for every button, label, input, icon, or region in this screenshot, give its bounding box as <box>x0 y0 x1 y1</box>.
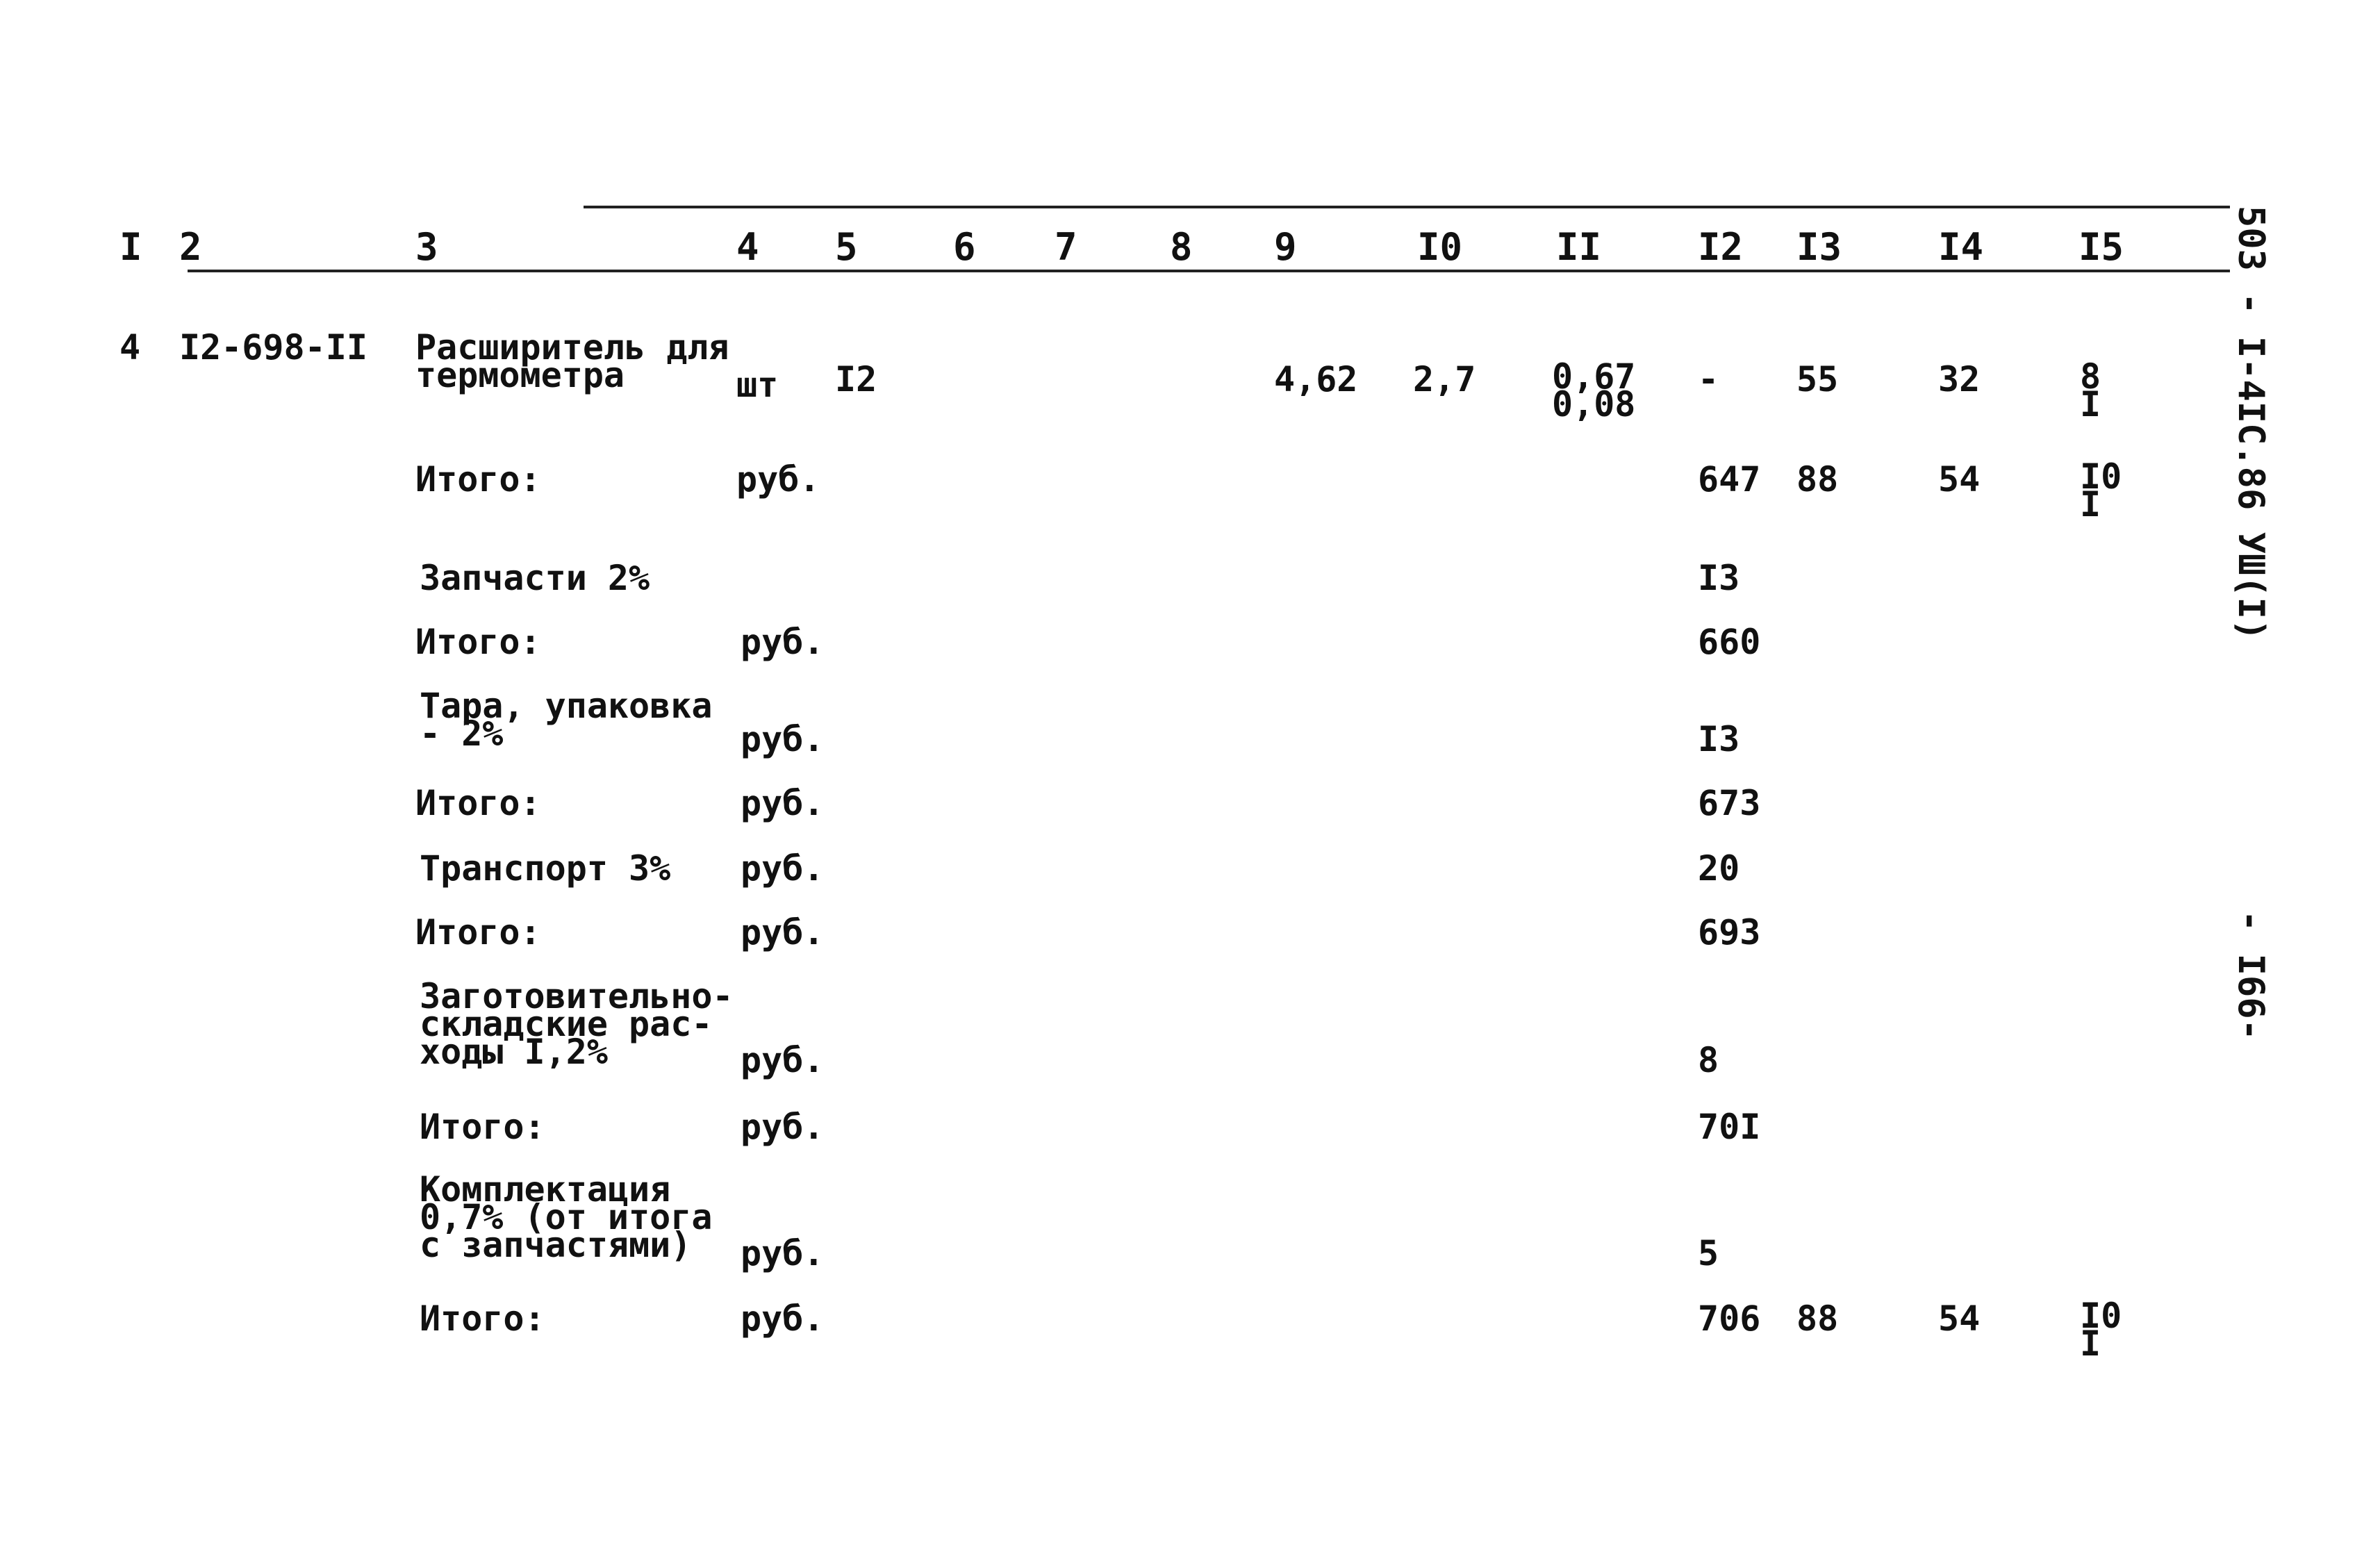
item-col-14: 32 <box>1938 359 1981 399</box>
row-label: Итого: <box>415 783 541 823</box>
header-top-rule <box>584 206 2230 208</box>
row-col-12: 20 <box>1698 848 1740 889</box>
row-unit: руб. <box>741 622 825 662</box>
col-header-11: II <box>1556 225 1602 269</box>
col-header-15: I5 <box>2079 225 2124 269</box>
row-unit: руб. <box>741 1040 825 1080</box>
row-label: Итого: <box>415 622 541 662</box>
col-header-3: 3 <box>415 225 438 269</box>
header-bottom-rule <box>188 270 2230 272</box>
item-qty: I2 <box>835 359 877 399</box>
row-unit: руб. <box>741 848 825 889</box>
item-col-11: 0,67 0,08 <box>1552 356 1636 424</box>
row-unit: руб. <box>741 719 825 759</box>
row-col-12: 5 <box>1698 1233 1719 1273</box>
row-label: Итого: <box>420 1298 545 1339</box>
row-unit: руб. <box>741 912 825 952</box>
row-col-12: 673 <box>1698 783 1761 823</box>
row-col-14: 54 <box>1938 1298 1981 1339</box>
item-col-10: 2,7 <box>1413 359 1476 399</box>
col-header-5: 5 <box>835 225 858 269</box>
row-col-14: 54 <box>1938 459 1981 500</box>
row-unit: руб. <box>741 1107 825 1147</box>
row-label: Итого: <box>420 1107 545 1147</box>
row-label: Транспорт 3% <box>420 848 671 889</box>
row-col-12: 8 <box>1698 1040 1719 1080</box>
item-col-15: 8 I <box>2080 356 2101 424</box>
col-header-7: 7 <box>1055 225 1077 269</box>
row-col-12: 660 <box>1698 622 1761 662</box>
row-col-15: I0 I <box>2080 1296 2122 1364</box>
row-col-12: 693 <box>1698 912 1761 952</box>
row-col-12: I3 <box>1698 558 1740 598</box>
col-header-8: 8 <box>1170 225 1193 269</box>
row-col-12: 706 <box>1698 1298 1761 1339</box>
row-col-15: I0 I <box>2080 456 2122 525</box>
col-header-14: I4 <box>1938 225 1984 269</box>
item-col-9: 4,62 <box>1274 359 1358 399</box>
row-col-12: 647 <box>1698 459 1761 500</box>
row-unit: руб. <box>736 459 820 500</box>
item-col-12: - <box>1698 359 1719 399</box>
row-label: Комплектация 0,7% (от итога с запчастями) <box>420 1169 713 1265</box>
col-header-13: I3 <box>1796 225 1842 269</box>
row-col-13: 88 <box>1796 459 1839 500</box>
item-col-13: 55 <box>1796 359 1839 399</box>
item-name: Расширитель для термометра <box>415 327 729 395</box>
col-header-1: I <box>119 225 142 269</box>
row-label: Тара, упаковка - 2% <box>420 686 713 754</box>
row-label: Итого: <box>415 459 541 500</box>
row-label: Заготовительно- складские рас- ходы I,2% <box>420 976 734 1072</box>
row-unit: руб. <box>741 1298 825 1339</box>
row-col-13: 88 <box>1796 1298 1839 1339</box>
item-number: 4 <box>119 327 141 368</box>
row-unit: руб. <box>741 1233 825 1273</box>
item-unit: шт <box>736 365 779 405</box>
col-header-2: 2 <box>179 225 202 269</box>
row-label: Запчасти 2% <box>420 558 650 598</box>
item-code: I2-698-II <box>179 327 367 368</box>
col-header-10: I0 <box>1417 225 1463 269</box>
col-header-4: 4 <box>736 225 759 269</box>
row-label: Итого: <box>415 912 541 952</box>
col-header-12: I2 <box>1698 225 1744 269</box>
col-header-6: 6 <box>953 225 976 269</box>
row-col-12: 70I <box>1698 1107 1761 1147</box>
page-number: - I66- <box>2230 910 2272 1041</box>
row-col-12: I3 <box>1698 719 1740 759</box>
document-code: 503 - I-4IC.86 УШ(I) <box>2230 206 2272 641</box>
row-unit: руб. <box>741 783 825 823</box>
col-header-9: 9 <box>1274 225 1297 269</box>
